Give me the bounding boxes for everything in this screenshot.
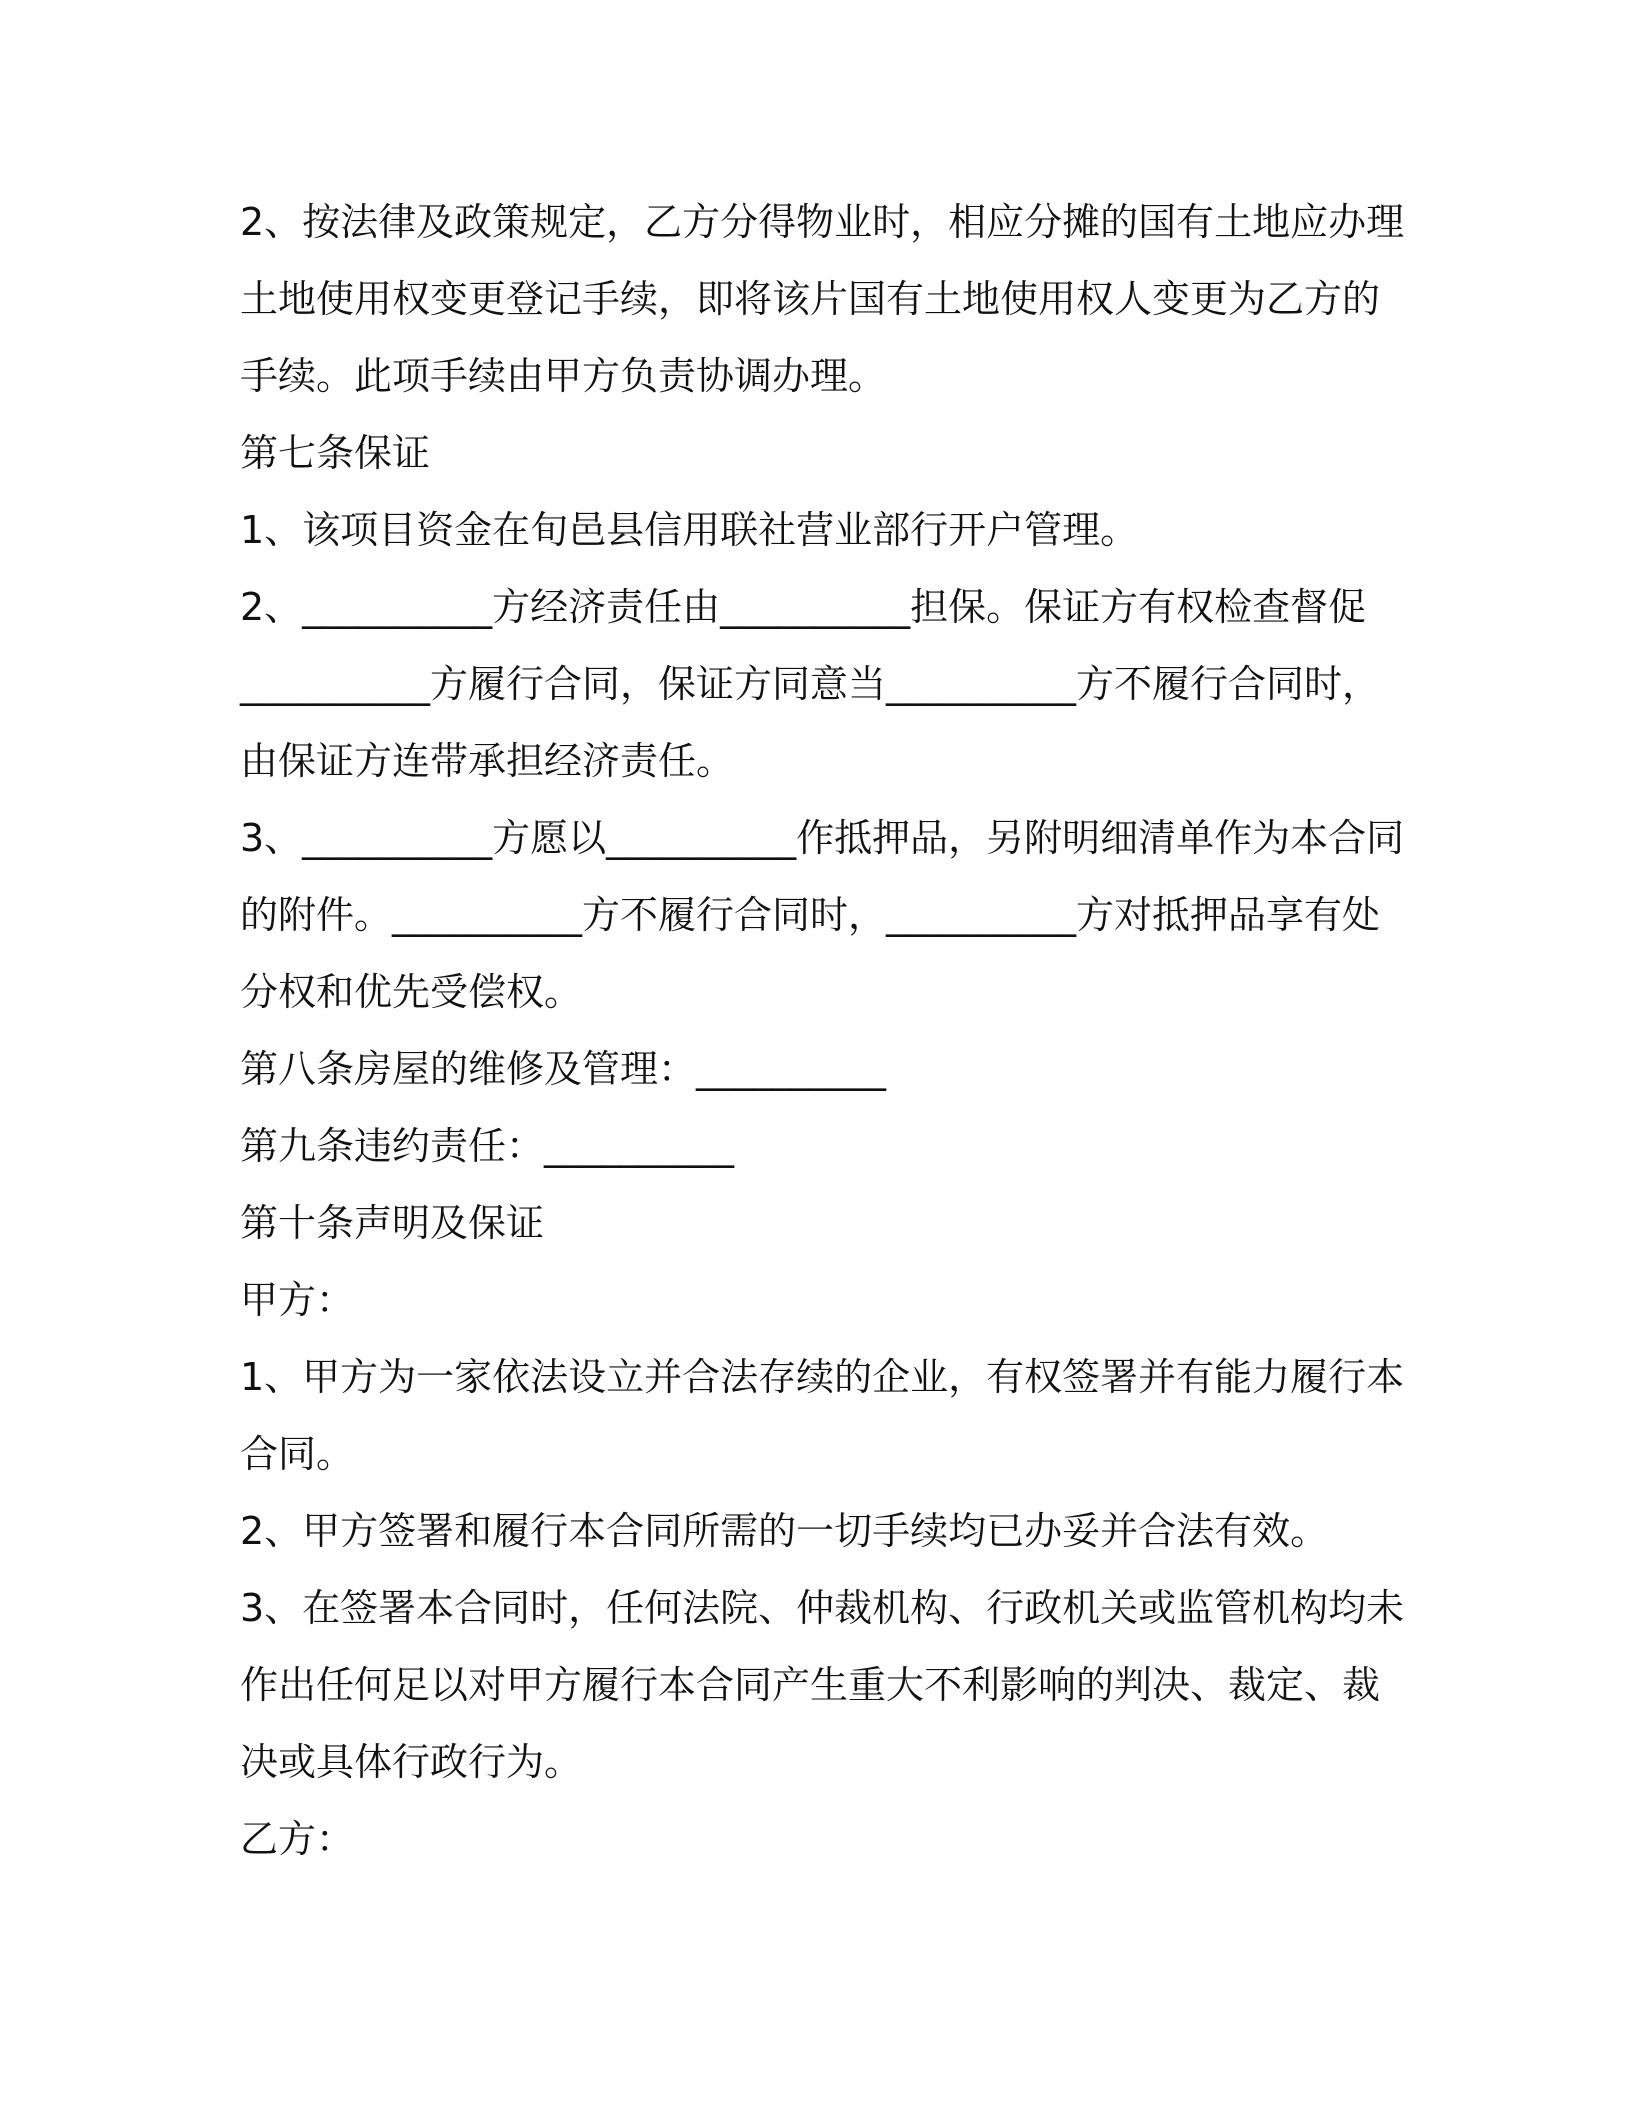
text-line: 1、该项目资金在旬邑县信用联社营业部行开户管理。: [240, 508, 1139, 552]
text-line: __________方履行合同，保证方同意当__________方不履行合同时，: [240, 662, 1381, 706]
text-line: 1、甲方为一家依法设立并合法存续的企业，有权签署并有能力履行本: [240, 1355, 1405, 1399]
section-heading: 第七条保证: [240, 431, 431, 475]
text-line: 2、__________方经济责任由__________担保。保证方有权检查督促: [240, 585, 1367, 629]
text-line: 的附件。__________方不履行合同时，__________方对抵押品享有处: [240, 893, 1381, 937]
text-line: 3、__________方愿以__________作抵押品，另附明细清单作为本合同: [240, 816, 1405, 860]
text-line: 决或具体行政行为。: [240, 1740, 583, 1784]
section-heading: 第八条房屋的维修及管理：__________: [240, 1047, 887, 1091]
text-line: 2、按法律及政策规定，乙方分得物业时，相应分摊的国有土地应办理: [240, 200, 1405, 244]
text-line: 土地使用权变更登记手续，即将该片国有土地使用权人变更为乙方的: [240, 277, 1381, 321]
text-line: 手续。此项手续由甲方负责协调办理。: [240, 354, 887, 398]
document-body: [240, 184, 1405, 1878]
section-heading: 第十条声明及保证: [240, 1201, 545, 1245]
party-label: 乙方：: [240, 1817, 355, 1861]
text-line: 分权和优先受偿权。: [240, 970, 583, 1014]
text-line: 由保证方连带承担经济责任。: [240, 739, 735, 783]
section-heading: 第九条违约责任：__________: [240, 1124, 735, 1168]
text-line: 3、在签署本合同时，任何法院、仲裁机构、行政机关或监管机构均未: [240, 1586, 1405, 1630]
party-label: 甲方：: [240, 1278, 355, 1322]
text-line: 2、甲方签署和履行本合同所需的一切手续均已办妥并合法有效。: [240, 1509, 1329, 1553]
text-line: 合同。: [240, 1432, 355, 1476]
text-line: 作出任何足以对甲方履行本合同产生重大不利影响的判决、裁定、裁: [240, 1663, 1381, 1707]
